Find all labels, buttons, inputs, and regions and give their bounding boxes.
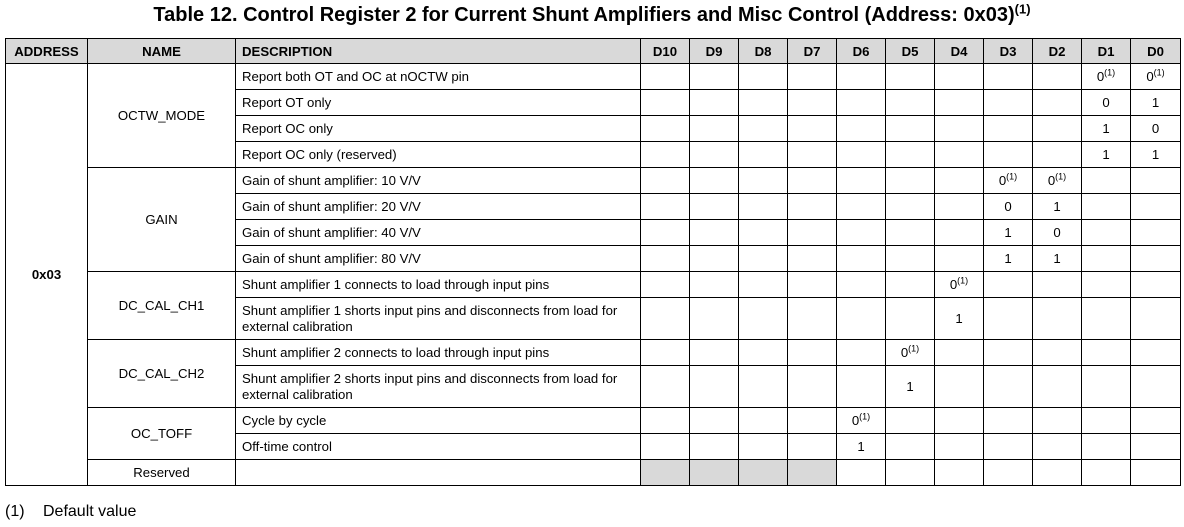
bit-cell-d6	[837, 116, 886, 142]
bit-cell-d6	[837, 90, 886, 116]
bit-value: 1	[1151, 147, 1160, 162]
bit-cell-d9	[690, 340, 739, 366]
default-footnote-marker: (1)	[1104, 67, 1116, 78]
bit-cell-d0	[1131, 298, 1181, 340]
header-bit-d4: D4	[935, 39, 984, 64]
default-footnote-marker: (1)	[1006, 171, 1018, 182]
bit-cell-d6	[837, 460, 886, 486]
bit-cell-d0	[1131, 64, 1181, 90]
bit-cell-d5	[886, 272, 935, 298]
bit-cell-d10	[641, 272, 690, 298]
footnote-text: Default value	[43, 503, 137, 520]
bit-cell-d2	[1033, 246, 1082, 272]
default-footnote-marker: (1)	[859, 411, 871, 422]
bit-cell-d3	[984, 116, 1033, 142]
description-cell: Shunt amplifier 1 shorts input pins and disconnects from load for external calibration	[236, 298, 641, 340]
bit-value: 0	[998, 173, 1007, 188]
bit-cell-d5	[886, 298, 935, 340]
bit-cell-d4	[935, 142, 984, 168]
bit-cell-d0	[1131, 142, 1181, 168]
table-row	[6, 460, 1181, 486]
bit-cell-d8	[739, 64, 788, 90]
bit-cell-d7	[788, 460, 837, 486]
bit-cell-d9	[690, 408, 739, 434]
bit-cell-d3	[984, 434, 1033, 460]
bit-cell-d8	[739, 408, 788, 434]
bit-cell-d6	[837, 142, 886, 168]
bit-cell-d7	[788, 168, 837, 194]
bit-cell-d4	[935, 220, 984, 246]
bit-cell-d8	[739, 142, 788, 168]
header-bit-d7: D7	[788, 39, 837, 64]
header-bit-d10: D10	[641, 39, 690, 64]
bit-cell-d1	[1082, 142, 1131, 168]
description-cell: Cycle by cycle	[236, 408, 641, 434]
bit-cell-d3	[984, 246, 1033, 272]
field-name-cell: DC_CAL_CH1	[88, 272, 236, 340]
bit-cell-d2	[1033, 366, 1082, 408]
bit-cell-d10	[641, 298, 690, 340]
description-cell: Shunt amplifier 2 connects to load through input pins	[236, 340, 641, 366]
description-cell: Gain of shunt amplifier: 10 V/V	[236, 168, 641, 194]
bit-cell-d0	[1131, 246, 1181, 272]
bit-cell-d1	[1082, 220, 1131, 246]
default-footnote-marker: (1)	[1055, 171, 1067, 182]
control-register-table	[5, 38, 1181, 486]
header-bit-d9: D9	[690, 39, 739, 64]
bit-cell-d10	[641, 460, 690, 486]
bit-cell-d10	[641, 408, 690, 434]
bit-cell-d0	[1131, 460, 1181, 486]
bit-cell-d5	[886, 64, 935, 90]
bit-cell-d9	[690, 142, 739, 168]
bit-cell-d2	[1033, 64, 1082, 90]
bit-cell-d8	[739, 220, 788, 246]
header-address: ADDRESS	[6, 39, 88, 64]
bit-cell-d7	[788, 340, 837, 366]
bit-cell-d8	[739, 366, 788, 408]
bit-cell-d10	[641, 434, 690, 460]
header-bit-d3: D3	[984, 39, 1033, 64]
bit-cell-d0	[1131, 434, 1181, 460]
bit-cell-d10	[641, 366, 690, 408]
bit-cell-d9	[690, 460, 739, 486]
bit-cell-d4	[935, 246, 984, 272]
table-title	[0, 0, 1184, 38]
bit-cell-d5	[886, 90, 935, 116]
bit-cell-d2	[1033, 298, 1082, 340]
bit-cell-d2	[1033, 142, 1082, 168]
field-name-cell: OC_TOFF	[88, 408, 236, 460]
description-cell: Shunt amplifier 1 connects to load through input pins	[236, 272, 641, 298]
bit-cell-d3	[984, 142, 1033, 168]
bit-cell-d0	[1131, 116, 1181, 142]
bit-cell-d7	[788, 408, 837, 434]
bit-cell-d6	[837, 194, 886, 220]
description-cell: Shunt amplifier 2 shorts input pins and disconnects from load for external calibration	[236, 366, 641, 408]
address-cell: 0x03	[6, 64, 88, 486]
bit-value: 0	[900, 345, 909, 360]
bit-cell-d5	[886, 168, 935, 194]
bit-cell-d2	[1033, 116, 1082, 142]
bit-value: 0	[1102, 95, 1110, 110]
bit-cell-d2	[1033, 90, 1082, 116]
bit-cell-d9	[690, 246, 739, 272]
bit-cell-d8	[739, 168, 788, 194]
bit-cell-d9	[690, 366, 739, 408]
bit-cell-d4	[935, 408, 984, 434]
bit-cell-d4	[935, 298, 984, 340]
bit-cell-d7	[788, 90, 837, 116]
bit-cell-d1	[1082, 434, 1131, 460]
bit-cell-d5	[886, 142, 935, 168]
bit-cell-d5	[886, 460, 935, 486]
bit-cell-d3	[984, 460, 1033, 486]
bit-value: 0	[1053, 225, 1061, 240]
bit-cell-d1	[1082, 116, 1131, 142]
bit-cell-d6	[837, 298, 886, 340]
bit-cell-d9	[690, 220, 739, 246]
bit-cell-d10	[641, 168, 690, 194]
bit-cell-d5	[886, 194, 935, 220]
bit-cell-d9	[690, 434, 739, 460]
bit-cell-d3	[984, 90, 1033, 116]
bit-cell-d5	[886, 246, 935, 272]
bit-cell-d2	[1033, 340, 1082, 366]
bit-cell-d6	[837, 366, 886, 408]
bit-cell-d6	[837, 408, 886, 434]
bit-cell-d2	[1033, 272, 1082, 298]
bit-cell-d9	[690, 64, 739, 90]
bit-cell-d3	[984, 366, 1033, 408]
bit-cell-d10	[641, 246, 690, 272]
field-name-cell: OCTW_MODE	[88, 64, 236, 168]
bit-cell-d7	[788, 434, 837, 460]
bit-value: 1	[1102, 121, 1110, 136]
table-row	[6, 64, 1181, 90]
bit-cell-d3	[984, 64, 1033, 90]
bit-cell-d1	[1082, 168, 1131, 194]
bit-cell-d1	[1082, 460, 1131, 486]
bit-cell-d1	[1082, 194, 1131, 220]
bit-value: 1	[1053, 199, 1061, 214]
bit-cell-d5	[886, 340, 935, 366]
bit-value: 1	[1151, 95, 1160, 110]
bit-cell-d6	[837, 272, 886, 298]
field-name-cell: Reserved	[88, 460, 236, 486]
description-cell	[236, 460, 641, 486]
bit-cell-d7	[788, 246, 837, 272]
bit-cell-d9	[690, 168, 739, 194]
bit-cell-d4	[935, 194, 984, 220]
bit-cell-d5	[886, 220, 935, 246]
table-row	[6, 340, 1181, 366]
header-bit-d0: D0	[1131, 39, 1181, 64]
bit-cell-d0	[1131, 272, 1181, 298]
description-cell: Gain of shunt amplifier: 80 V/V	[236, 246, 641, 272]
bit-cell-d7	[788, 366, 837, 408]
bit-cell-d6	[837, 220, 886, 246]
header-bit-d8: D8	[739, 39, 788, 64]
bit-cell-d7	[788, 298, 837, 340]
bit-cell-d10	[641, 64, 690, 90]
default-footnote-marker: (1)	[1153, 67, 1165, 78]
default-footnote-marker: (1)	[957, 275, 969, 286]
bit-cell-d0	[1131, 220, 1181, 246]
bit-cell-d3	[984, 408, 1033, 434]
description-cell: Report OC only (reserved)	[236, 142, 641, 168]
bit-cell-d4	[935, 168, 984, 194]
bit-cell-d2	[1033, 434, 1082, 460]
bit-cell-d0	[1131, 168, 1181, 194]
bit-value: 1	[955, 311, 963, 326]
bit-cell-d2	[1033, 220, 1082, 246]
bit-cell-d3	[984, 272, 1033, 298]
bit-cell-d4	[935, 64, 984, 90]
bit-cell-d5	[886, 116, 935, 142]
bit-cell-d10	[641, 90, 690, 116]
bit-cell-d5	[886, 434, 935, 460]
bit-cell-d1	[1082, 298, 1131, 340]
bit-cell-d10	[641, 142, 690, 168]
bit-value: 1	[857, 439, 865, 454]
header-bit-d6: D6	[837, 39, 886, 64]
bit-cell-d10	[641, 340, 690, 366]
description-cell: Report OT only	[236, 90, 641, 116]
bit-cell-d8	[739, 434, 788, 460]
bit-cell-d8	[739, 194, 788, 220]
bit-cell-d2	[1033, 194, 1082, 220]
bit-value: 1	[1004, 251, 1012, 266]
bit-cell-d9	[690, 272, 739, 298]
bit-cell-d7	[788, 272, 837, 298]
table-title-text: Table 12. Control Register 2 for Current Shunt Amplifiers and Misc Control (Address: 0x03)	[153, 4, 1015, 26]
bit-cell-d4	[935, 434, 984, 460]
bit-cell-d7	[788, 220, 837, 246]
bit-cell-d1	[1082, 90, 1131, 116]
bit-cell-d10	[641, 220, 690, 246]
header-name: NAME	[88, 39, 236, 64]
bit-cell-d1	[1082, 366, 1131, 408]
bit-cell-d1	[1082, 246, 1131, 272]
bit-cell-d5	[886, 408, 935, 434]
bit-value: 1	[1053, 251, 1061, 266]
bit-cell-d6	[837, 246, 886, 272]
bit-cell-d3	[984, 298, 1033, 340]
header-row	[6, 39, 1181, 64]
bit-cell-d0	[1131, 366, 1181, 408]
bit-cell-d1	[1082, 64, 1131, 90]
table-row	[6, 168, 1181, 194]
bit-cell-d7	[788, 64, 837, 90]
bit-cell-d2	[1033, 408, 1082, 434]
bit-cell-d8	[739, 90, 788, 116]
bit-value: 0	[1004, 199, 1012, 214]
bit-cell-d1	[1082, 272, 1131, 298]
bit-cell-d3	[984, 340, 1033, 366]
bit-cell-d4	[935, 272, 984, 298]
bit-cell-d4	[935, 460, 984, 486]
bit-cell-d6	[837, 340, 886, 366]
bit-cell-d0	[1131, 90, 1181, 116]
header-bit-d5: D5	[886, 39, 935, 64]
bit-cell-d8	[739, 460, 788, 486]
bit-cell-d1	[1082, 340, 1131, 366]
description-cell: Off-time control	[236, 434, 641, 460]
bit-cell-d9	[690, 298, 739, 340]
header-bit-d2: D2	[1033, 39, 1082, 64]
bit-cell-d7	[788, 142, 837, 168]
footnote-marker: (1)	[5, 503, 25, 520]
bit-cell-d8	[739, 272, 788, 298]
bit-cell-d2	[1033, 168, 1082, 194]
header-bit-d1: D1	[1082, 39, 1131, 64]
bit-cell-d6	[837, 64, 886, 90]
description-cell: Gain of shunt amplifier: 40 V/V	[236, 220, 641, 246]
bit-cell-d0	[1131, 408, 1181, 434]
description-cell: Gain of shunt amplifier: 20 V/V	[236, 194, 641, 220]
bit-cell-d9	[690, 90, 739, 116]
bit-cell-d10	[641, 116, 690, 142]
header-description: DESCRIPTION	[236, 39, 641, 64]
table-body	[6, 64, 1181, 486]
bit-cell-d8	[739, 246, 788, 272]
title-footnote-marker: (1)	[1014, 1, 1031, 17]
bit-cell-d10	[641, 194, 690, 220]
bit-cell-d9	[690, 116, 739, 142]
bit-cell-d4	[935, 340, 984, 366]
bit-cell-d7	[788, 194, 837, 220]
bit-cell-d3	[984, 168, 1033, 194]
table-row	[6, 408, 1181, 434]
bit-cell-d1	[1082, 408, 1131, 434]
bit-value: 0	[1047, 173, 1056, 188]
bit-value: 1	[1102, 147, 1110, 162]
bit-value: 1	[906, 379, 914, 394]
bit-cell-d0	[1131, 340, 1181, 366]
bit-cell-d3	[984, 220, 1033, 246]
bit-cell-d8	[739, 298, 788, 340]
bit-cell-d8	[739, 340, 788, 366]
bit-cell-d4	[935, 366, 984, 408]
bit-cell-d5	[886, 366, 935, 408]
bit-value: 0	[949, 277, 958, 292]
bit-cell-d4	[935, 90, 984, 116]
bit-cell-d0	[1131, 194, 1181, 220]
bit-cell-d6	[837, 168, 886, 194]
table-row	[6, 272, 1181, 298]
bit-cell-d6	[837, 434, 886, 460]
field-name-cell: GAIN	[88, 168, 236, 272]
bit-value: 0	[1096, 69, 1105, 84]
field-name-cell: DC_CAL_CH2	[88, 340, 236, 408]
bit-cell-d2	[1033, 460, 1082, 486]
bit-value: 1	[1004, 225, 1012, 240]
bit-cell-d8	[739, 116, 788, 142]
bit-value: 0	[851, 413, 860, 428]
description-cell: Report OC only	[236, 116, 641, 142]
bit-cell-d3	[984, 194, 1033, 220]
bit-cell-d7	[788, 116, 837, 142]
bit-cell-d9	[690, 194, 739, 220]
default-footnote-marker: (1)	[908, 343, 920, 354]
bit-cell-d4	[935, 116, 984, 142]
footnote	[5, 503, 136, 521]
bit-value: 0	[1146, 69, 1154, 84]
description-cell: Report both OT and OC at nOCTW pin	[236, 64, 641, 90]
bit-value: 0	[1151, 121, 1160, 136]
